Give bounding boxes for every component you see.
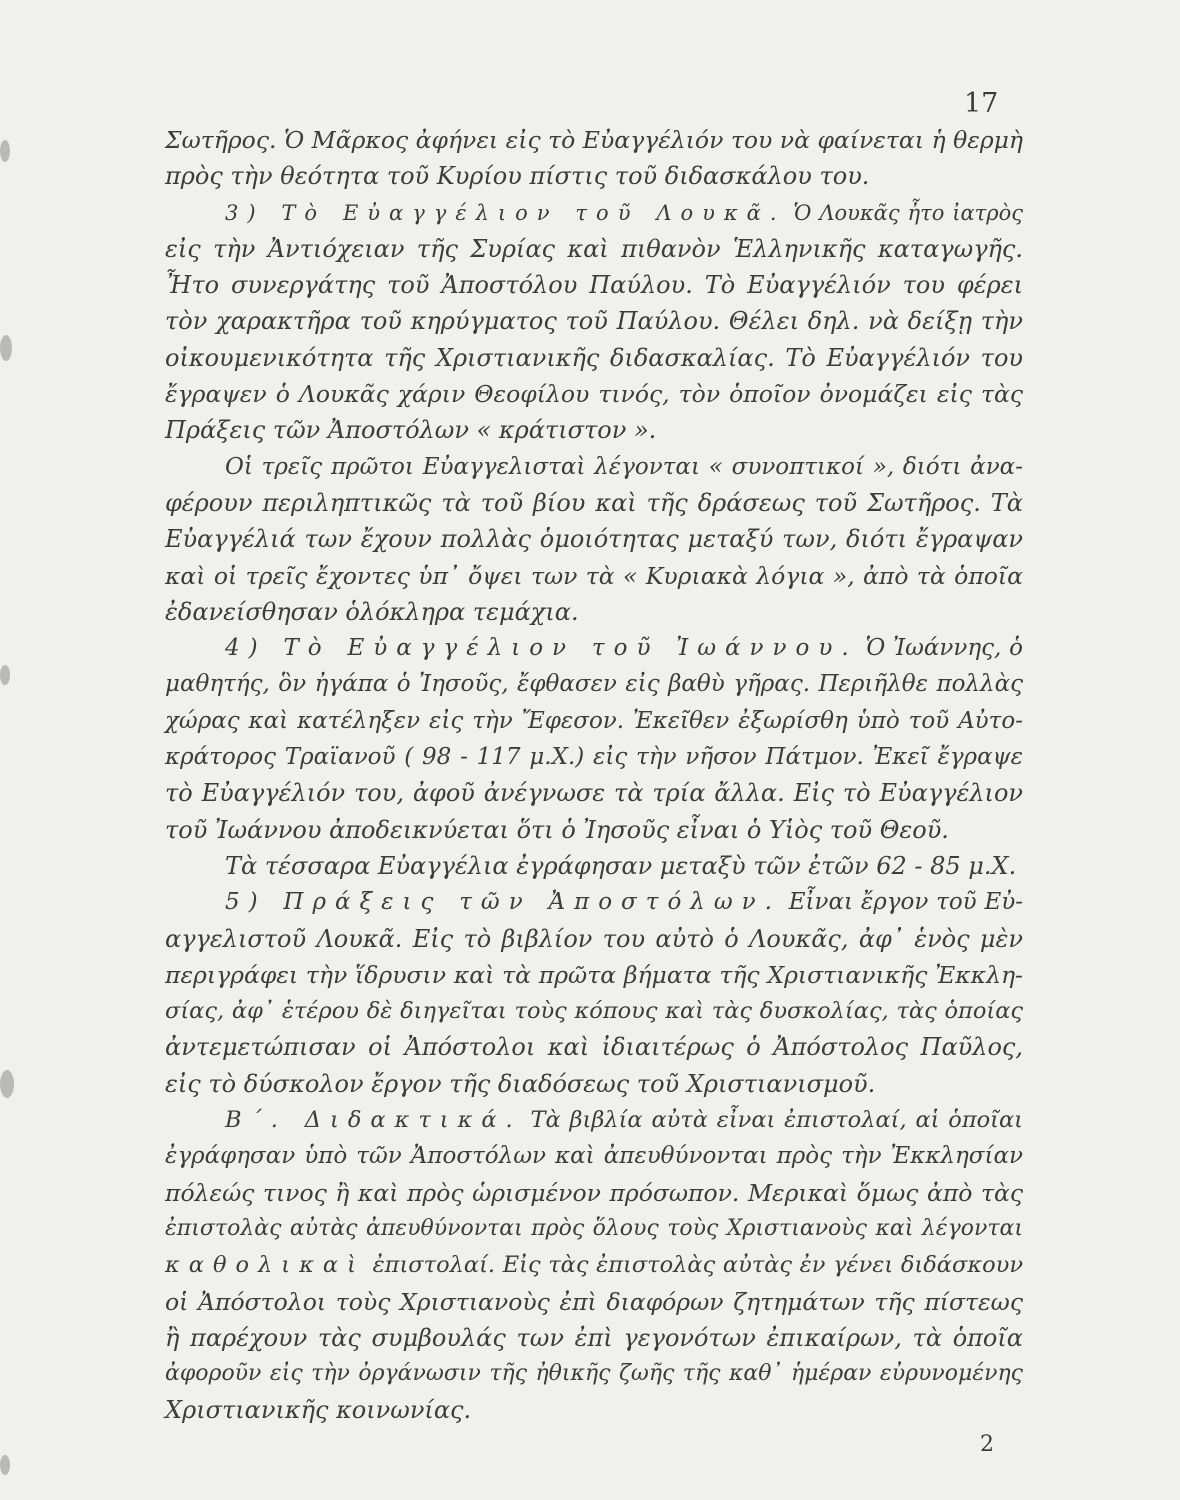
binding-mark — [0, 140, 10, 162]
line-text: Χριστιανικῆς κοινωνίας. — [165, 1396, 472, 1425]
line-text: Πράξεις τῶν Ἀποστόλων « κράτιστον ». — [165, 416, 657, 445]
page-number: 17 — [964, 88, 999, 119]
binding-mark — [0, 1070, 14, 1098]
line-text: τοῦ Ἰωάννου ἀποδεικνύεται ὅτι ὁ Ἰησοῦς εἶναι ὁ Υἱὸς τοῦ Θεοῦ. — [165, 815, 949, 844]
line-text: καὶ οἱ τρεῖς ἔχοντες ὑπ᾽ ὄψει των τὰ « Κυριακὰ λόγια », ἀπὸ τὰ ὁποῖα — [165, 561, 1023, 590]
line-text: Ὁ Λουκᾶς ἦτο ἰατρὸς — [785, 200, 1023, 225]
text-line — [165, 195, 1023, 231]
line-text: ἢ παρέχουν τὰς συμβουλάς των ἐπὶ γεγονότων ἐπικαίρων, τὰ ὁποῖα — [165, 1323, 1023, 1352]
text-line — [165, 666, 1023, 702]
text-line — [165, 1284, 1023, 1320]
line-text: Ὁ Ἰωάννης, ὁ — [857, 635, 1023, 662]
text-line — [165, 1211, 1023, 1247]
text-line — [165, 1175, 1023, 1211]
text-line — [165, 1356, 1023, 1392]
binding-mark — [0, 1455, 10, 1475]
text-line — [165, 1247, 1023, 1283]
line-text: ἐπιστολὰς αὐτὰς ἀπευθύνονται πρὸς ὅλους τοὺς Χριστιανοὺς καὶ λέγονται — [165, 1215, 1023, 1241]
line-text: εἰς τὸ δύσκολον ἔργον τῆς διαδόσεως τοῦ Χριστιανισμοῦ. — [165, 1069, 876, 1098]
text-line — [165, 1066, 1023, 1102]
text-line — [165, 231, 1023, 267]
line-text: Εὐαγγέλιά των ἔχουν πολλὰς ὁμοιότητας μεταξύ των, διότι ἔγραψαν — [165, 525, 1023, 554]
binding-mark — [0, 665, 10, 685]
line-text: μαθητής, ὃν ἠγάπα ὁ Ἰησοῦς, ἔφθασεν εἰς βαθὺ γῆρας. Περιῆλθε πολλὰς — [165, 671, 1023, 698]
line-text: πόλεώς τινος ἢ καὶ πρὸς ὡρισμένον πρόσωπον. Μερικαὶ ὅμως ἀπὸ τὰς — [165, 1178, 1023, 1207]
text-line — [165, 158, 1023, 194]
text-line — [165, 1320, 1023, 1356]
text-line — [165, 630, 1023, 666]
spaced-heading: 5) Πράξεις τῶν Ἀποστόλων. — [225, 889, 781, 916]
text-line — [165, 1102, 1023, 1138]
text-line — [165, 521, 1023, 557]
text-line — [165, 594, 1023, 630]
text-line — [165, 993, 1023, 1029]
line-text: ἀφοροῦν εἰς τὴν ὀργάνωσιν τῆς ἠθικῆς ζωῆς τῆς καθ᾽ ἡμέραν εὐρυνομένης — [165, 1361, 1023, 1387]
text-line — [165, 812, 1023, 848]
text-line — [165, 1138, 1023, 1174]
text-line — [165, 703, 1023, 739]
text-line — [165, 848, 1023, 884]
signature-number: 2 — [980, 1432, 994, 1457]
text-line — [165, 739, 1023, 775]
line-text: ἐδανείσθησαν ὁλόκληρα τεμάχια. — [165, 597, 579, 626]
line-text: ἐπιστολαί. Εἰς τὰς ἐπιστολὰς αὐτὰς ἐν γένει διδάσκουν — [364, 1252, 1023, 1279]
line-text: ἐγράφησαν ὑπὸ τῶν Ἀποστόλων καὶ ἀπευθύνονται πρὸς τὴν Ἐκκλησίαν — [165, 1143, 1023, 1170]
spaced-heading: Β΄. Διδακτικά. — [225, 1107, 522, 1134]
line-text: Τὰ βιβλία αὐτὰ εἶναι ἐπιστολαί, αἱ ὁποῖαι — [521, 1107, 1023, 1134]
text-line — [165, 884, 1023, 920]
line-text: σίας, ἀφ᾽ ἑτέρου δὲ διηγεῖται τοὺς κόπους καὶ τὰς δυσκολίας, τὰς ὁποίας — [165, 998, 1023, 1025]
line-text: Ἦτο συνεργάτης τοῦ Ἀποστόλου Παύλου. Τὸ Εὐαγγέλιόν του φέρει — [165, 271, 1023, 300]
line-text: πρὸς τὴν θεότητα τοῦ Κυρίου πίστις τοῦ διδασκάλου του. — [165, 162, 870, 191]
spaced-heading: 3) Τὸ Εὐαγγέλιον τοῦ Λουκᾶ. — [225, 200, 786, 225]
line-text: τὸν χαρακτῆρα τοῦ κηρύγματος τοῦ Παύλου. Θέλει δηλ. νὰ δείξῃ τὴν — [165, 307, 1023, 336]
text-line — [165, 558, 1023, 594]
line-text: τὸ Εὐαγγέλιόν του, ἀφοῦ ἀνέγνωσε τὰ τρία ἄλλα. Εἰς τὸ Εὐαγγέλιον — [165, 779, 1023, 808]
line-text: ἀντεμετώπισαν οἱ Ἀπόστολοι καὶ ἰδιαιτέρως ὁ Ἀπόστολος Παῦλος, — [165, 1033, 1023, 1062]
text-line — [165, 485, 1023, 521]
spaced-heading: καθολικαὶ — [165, 1252, 365, 1279]
line-text: αγγελιστοῦ Λουκᾶ. Εἰς τὸ βιβλίον του αὐτὸ ὁ Λουκᾶς, ἀφ᾽ ἑνὸς μὲν — [165, 924, 1023, 953]
line-text: χώρας καὶ κατέληξεν εἰς τὴν Ἔφεσον. Ἐκεῖθεν ἐξωρίσθη ὑπὸ τοῦ Αὐτο- — [165, 707, 1023, 734]
text-line — [165, 412, 1023, 448]
text-line — [165, 122, 1023, 158]
line-text: οἰκουμενικότητα τῆς Χριστιανικῆς διδασκαλίας. Τὸ Εὐαγγέλιόν του — [165, 343, 1023, 372]
text-line — [165, 340, 1023, 376]
text-line — [165, 775, 1023, 811]
line-text: κράτορος Τραϊανοῦ ( 98 - 117 μ.Χ.) εἰς τὴν νῆσον Πάτμον. Ἐκεῖ ἔγραψε — [165, 744, 1023, 771]
line-text: περιγράφει τὴν ἵδρυσιν καὶ τὰ πρῶτα βήματα τῆς Χριστιανικῆς Ἐκκλη- — [165, 960, 1023, 989]
text-line — [165, 921, 1023, 957]
line-text: εἰς τὴν Ἀντιόχειαν τῆς Συρίας καὶ πιθανὸν Ἑλληνικῆς καταγωγῆς. — [165, 234, 1023, 263]
line-text: Τὰ τέσσαρα Εὐαγγέλια ἐγράφησαν μεταξὺ τῶν ἐτῶν 62 - 85 μ.Χ. — [225, 851, 1017, 880]
text-line — [165, 1029, 1023, 1065]
line-text: ἔγραψεν ὁ Λουκᾶς χάριν Θεοφίλου τινός, τὸν ὁποῖον ὀνομάζει εἰς τὰς — [165, 380, 1023, 409]
text-line — [165, 957, 1023, 993]
spaced-heading: 4) Τὸ Εὐαγγέλιον τοῦ Ἰωάννου. — [225, 635, 858, 662]
line-text: Εἶναι ἔργον τοῦ Εὐ- — [780, 889, 1023, 916]
line-text: οἱ Ἀπόστολοι τοὺς Χριστιανοὺς ἐπὶ διαφόρων ζητημάτων τῆς πίστεως — [165, 1287, 1023, 1316]
text-line — [165, 303, 1023, 339]
body-text — [165, 122, 1023, 1429]
text-line — [165, 449, 1023, 485]
binding-mark — [0, 335, 12, 361]
line-text: φέρουν περιληπτικῶς τὰ τοῦ βίου καὶ τῆς δράσεως τοῦ Σωτῆρος. Τὰ — [165, 488, 1023, 517]
line-text: Οἱ τρεῖς πρῶτοι Εὐαγγελισταὶ λέγονται « συνοπτικοί », διότι ἀνα- — [225, 453, 1023, 480]
text-line — [165, 267, 1023, 303]
text-line — [165, 376, 1023, 412]
text-line — [165, 1392, 1023, 1428]
line-text: Σωτῆρος. Ὁ Μᾶρκος ἀφήνει εἰς τὸ Εὐαγγέλιόν του νὰ φαίνεται ἡ θερμὴ — [165, 126, 1023, 154]
